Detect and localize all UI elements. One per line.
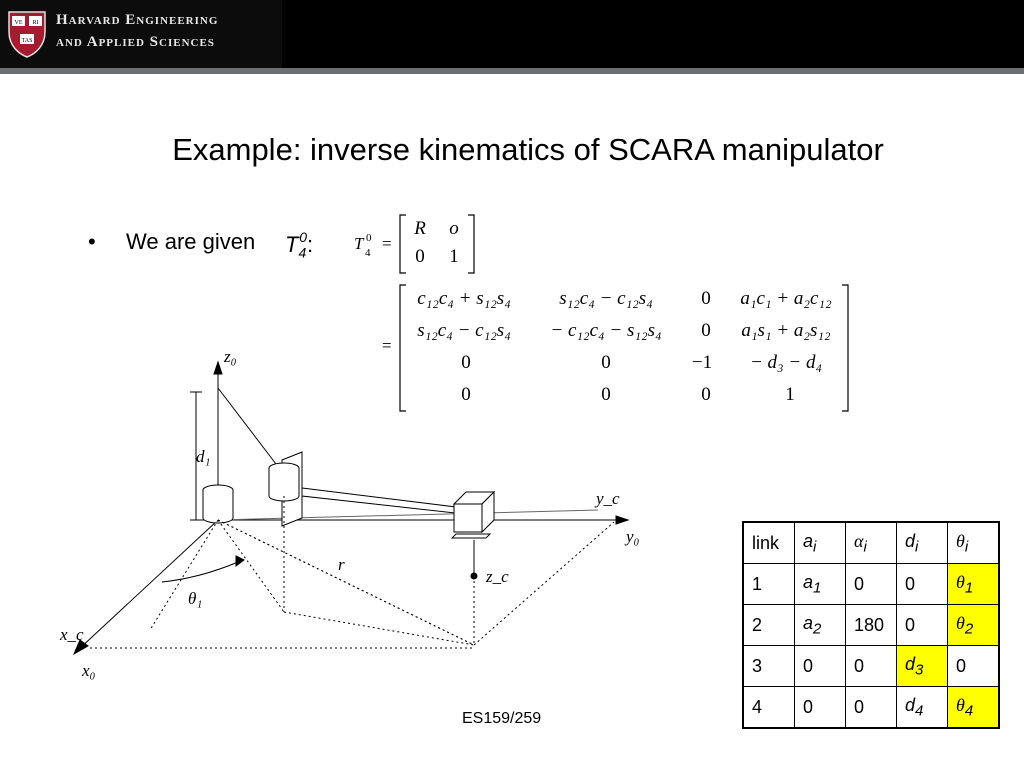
row3-d: $d_3$ [897,646,948,687]
eq2-cell-0-3: a₁c₁ + a₂c₁₂ [740,288,832,309]
equation-1 [354,214,484,274]
row2-theta: $\theta_2$ [948,605,1000,646]
harvard-shield-icon [7,10,47,58]
eq2-cell-1-0: s₁₂c₄ − c₁₂s₄ [417,320,511,341]
eq2-cell-0-0: c₁₂c₄ + s₁₂s₄ [417,288,511,309]
row3-theta: 0 [948,646,1000,687]
table-row [743,646,999,687]
shield-word-3: TAS [21,38,33,44]
dotted-elbow-to-end [284,612,474,645]
table-row [743,564,999,605]
row1-a: $a_1$ [795,564,846,605]
label-theta1: θ₁ [188,589,203,608]
label-z0: z₀ [224,347,237,366]
eq1-lhs-sub: 4 [365,247,371,259]
eq1-cell-0: 0 [415,246,425,267]
theta1-arrowhead [236,556,244,566]
brand-line-1: Harvard Engineering [56,12,219,28]
label-x0: x₀ [82,661,96,680]
label-y0: y₀ [626,527,640,546]
label-zc: z_c [486,567,509,586]
eq1-cell-o: o [449,218,459,239]
eq2-cell-1-1: − c₁₂c₄ − s₁₂s₄ [550,320,662,341]
z0-arrowhead [214,362,222,374]
row3-alpha: 0 [846,646,897,687]
eq2-cell-0-1: s₁₂c₄ − c₁₂s₄ [559,288,653,309]
eq1-cell-1: 1 [449,246,459,267]
bullet-text: We are given [126,229,256,254]
row4-a: 0 [795,687,846,729]
row1-link: 1 [743,564,795,605]
arm-link [302,488,464,514]
yc-axis [218,510,598,520]
shield-word-2: RI [32,20,39,26]
row4-link: 4 [743,687,795,729]
row1-alpha: 0 [846,564,897,605]
row3-link: 3 [743,646,795,687]
eq2-cell-2-0: 0 [461,352,471,373]
row1-d: 0 [897,564,948,605]
eq2-cell-3-2: 0 [701,384,711,405]
header-divider [0,68,1024,74]
table-row [743,687,999,729]
dotted-base-to-end [218,520,474,645]
course-footer: ES159/259 [462,710,542,727]
link-cable [218,388,276,464]
row4-d: $d_4$ [897,687,948,729]
eq1-brackets [398,214,476,274]
row4-alpha: 0 [846,687,897,729]
eq2-cell-3-3: 1 [785,384,795,405]
eq1-lhs: T [354,234,364,253]
dotted-base-to-xc [150,520,218,630]
theta1-arc [162,562,238,582]
base-cylinder-body [203,490,233,523]
header-link: link [743,522,795,564]
label-d1: d₁ [196,447,211,466]
shield-word-1: VE [14,20,23,26]
logo-block [0,0,282,68]
row1-theta: $\theta_1$ [948,564,1000,605]
row2-link: 2 [743,605,795,646]
eq1-equals: = [382,234,392,253]
given-symbol-sup: 0 [299,229,308,245]
eq1-lhs-sup: 0 [366,232,372,244]
dotted-base-to-r [218,520,474,645]
effector-box-front [454,504,482,532]
y0-arrowhead [616,516,628,524]
eq2-cell-1-3: a₁s₁ + a₂s₁₂ [741,320,831,341]
row2-alpha: 180 [846,605,897,646]
eq2-equals: = [382,336,392,355]
eq2-cell-2-1: 0 [601,352,611,373]
eq2-cell-2-2: −1 [691,352,713,373]
effector-plate [452,534,490,538]
eq2-cell-2-3: − d₃ − d₄ [749,352,823,373]
row4-theta: $\theta_4$ [948,687,1000,729]
header-theta: $\theta_i$ [948,522,1000,564]
eq2-cell-3-1: 0 [601,384,611,405]
bullet-mark: • [88,229,96,254]
brand-line-2: and Applied Sciences [56,34,215,50]
label-xc: x_c [60,625,84,644]
dh-parameter-table [742,521,1000,729]
label-r: r [338,555,345,574]
given-symbol-sub: 4 [298,244,307,261]
table-row [743,605,999,646]
row3-a: 0 [795,646,846,687]
row2-d: 0 [897,605,948,646]
header-d: $d_i$ [897,522,948,564]
row2-a: $a_2$ [795,605,846,646]
eq2-cell-3-0: 0 [461,384,471,405]
header-a: $a_i$ [795,522,846,564]
table-header-row [743,522,999,564]
scara-diagram [50,340,650,690]
label-yc: y_c [596,489,620,508]
given-symbol-letter: T [285,232,299,257]
given-colon: : [307,232,314,257]
header-alpha: $\alpha_i$ [846,522,897,564]
eq2-cell-0-2: 0 [701,288,711,309]
given-symbol [285,229,313,260]
eq1-cell-r: R [414,218,426,239]
x0-axis [78,520,218,650]
slide-title: Example: inverse kinematics of SCARA manipulator [172,132,884,167]
eq2-cell-1-2: 0 [701,320,711,341]
